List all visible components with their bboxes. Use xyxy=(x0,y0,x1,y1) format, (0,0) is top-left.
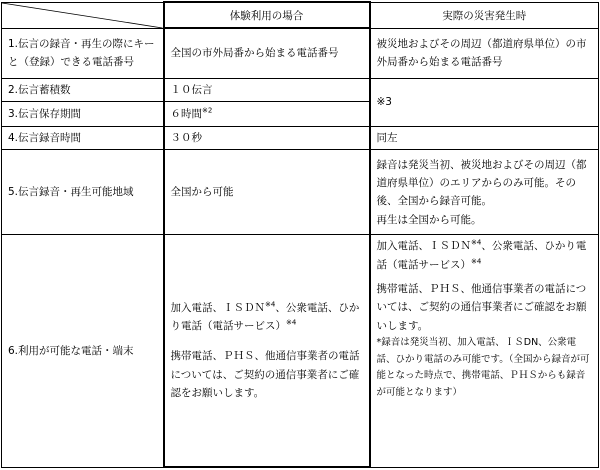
trial-cell: 全国の市外局番から始まる電話番号 xyxy=(164,28,370,78)
row-label: 1.伝言の録音・再生の際にキーと（登録）できる電話番号 xyxy=(2,28,164,78)
trial-text: ６時間 xyxy=(170,107,202,120)
trial-cell xyxy=(164,101,370,126)
disaster-cell xyxy=(370,150,599,235)
table-row xyxy=(2,126,599,149)
footnote-mark: ※4 xyxy=(265,300,276,309)
row-label: 6.利用が可能な電話・端末 xyxy=(2,235,164,467)
comparison-table xyxy=(1,1,599,468)
trial-cell xyxy=(164,235,370,467)
disaster-paragraph: 携帯電話、ＰＨＳ、他通信事業者の電話については、ご契約の通信事業者にご確認をお願いします。 xyxy=(376,283,587,332)
footnote-mark: ※4 xyxy=(471,238,482,247)
disaster-paragraph: 再生は全国から可能。 xyxy=(376,213,482,226)
table-row xyxy=(2,78,599,101)
trial-text: 加入電話、ＩＳＤＮ xyxy=(170,301,265,314)
trial-cell: 全国から可能 xyxy=(164,150,370,235)
row-label: 3.伝言保存期間 xyxy=(2,101,164,126)
corner-cell xyxy=(2,2,164,28)
table-row xyxy=(2,150,599,235)
footnote-mark: ※4 xyxy=(471,257,482,266)
disaster-text: 、公衆電話、ひかり電話（電話サービス） xyxy=(376,240,587,271)
footnote-mark: ※2 xyxy=(202,106,213,115)
header-disaster: 実際の災害発生時 xyxy=(370,2,599,28)
table-row xyxy=(2,235,599,467)
footnote-mark: ※4 xyxy=(286,318,297,327)
trial-cell: １０伝言 xyxy=(164,78,370,101)
row-label: 5.伝言録音・再生可能地域 xyxy=(2,150,164,235)
row-label: 2.伝言蓄積数 xyxy=(2,78,164,101)
disaster-cell xyxy=(370,235,599,467)
trial-paragraph: 携帯電話、ＰＨＳ、他通信事業者の電話については、ご契約の通信事業者にご確認をお願いします。 xyxy=(170,350,360,400)
trial-cell: ３０秒 xyxy=(164,126,370,149)
table-row xyxy=(2,28,599,78)
trial-paragraph xyxy=(171,299,363,336)
header-row xyxy=(2,2,599,28)
disaster-paragraph: 録音は発災当初、被災地およびその周辺（都道府県単位）のエリアからのみ可能。その後、全国から録音可能。 xyxy=(376,158,587,208)
disaster-text: 加入電話、ＩＳＤＮ xyxy=(376,240,471,253)
disaster-paragraph xyxy=(377,237,593,274)
header-trial: 体験利用の場合 xyxy=(164,2,370,28)
disaster-note: *録音は発災当初、加入電話、ＩＳDN、公衆電話、ひかり電話のみ可能です。（全国から録音が可能となった時点で、携帯電話、ＰＨＳからも録音が可能となります） xyxy=(376,337,590,398)
disaster-cell: ※3 xyxy=(370,78,599,126)
diagonal-line xyxy=(2,3,163,28)
trial-text: 、公衆電話、ひかり電話（電話サービス） xyxy=(170,301,360,333)
disaster-cell: 被災地およびその周辺（都道府県単位）の市外局番から始まる電話番号 xyxy=(370,28,599,78)
disaster-cell: 同左 xyxy=(370,126,599,149)
spacer xyxy=(171,335,363,347)
row-label: 4.伝言録音時間 xyxy=(2,126,164,149)
